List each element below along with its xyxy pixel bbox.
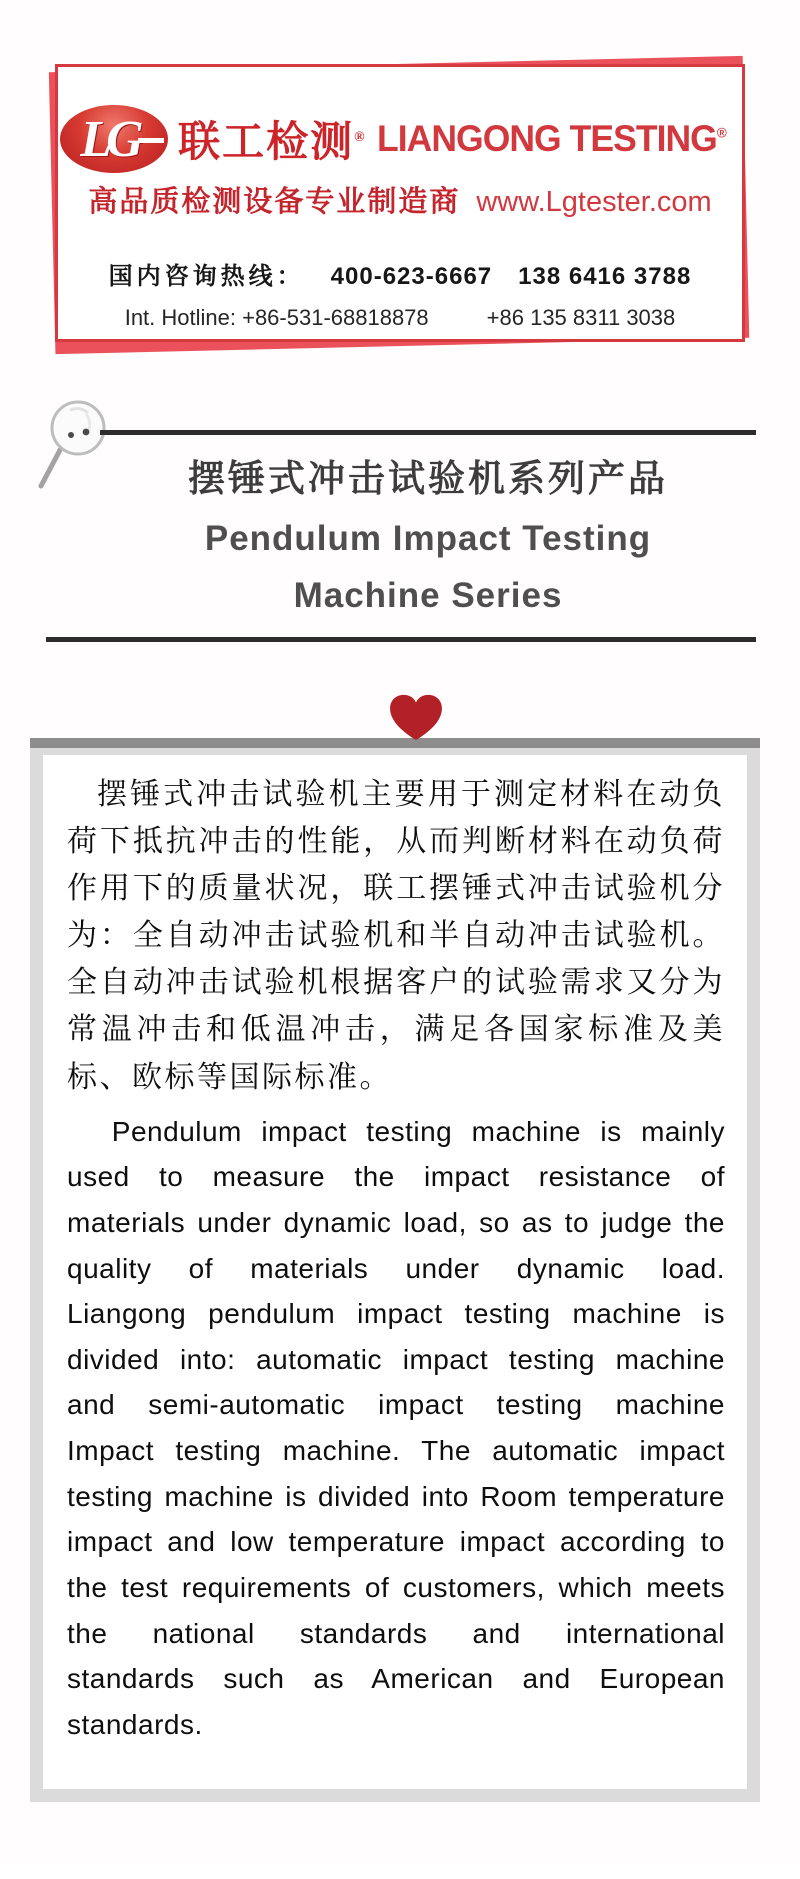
page-title-english-line2: Machine Series — [293, 576, 563, 615]
domestic-phone-1: 400-623-6667 — [330, 263, 493, 290]
content-section — [0, 692, 800, 1802]
titles — [0, 404, 800, 616]
content-box — [30, 748, 760, 1802]
page-title-english-line1: Pendulum Impact Testing — [204, 519, 652, 558]
heart-icon-wrap — [16, 692, 800, 738]
tagline-row — [88, 179, 711, 220]
international-hotline-row — [125, 305, 676, 331]
magnifier-icon — [36, 398, 108, 494]
title-bottom-rule — [46, 637, 756, 642]
brand-name-chinese — [178, 109, 366, 169]
bottom-whitespace — [0, 1802, 800, 1862]
brand-cn-text: 联工检测 — [178, 120, 355, 166]
website-url: www.Lgtester.com — [476, 186, 712, 218]
description-paragraph-english: Pendulum impact testing machine is mainly used to measure the impact resistance of materials under dynamic load, so as to judge the quality of materials under dynamic load. Liangong pendulum impact testing machine is divided into: automatic impact testing machine and semi-automatic impact testing machine Impact testing machine. The automatic impact testing machine is divided into Room temperature impact and low temperature impact according to the test requirements of customers, which meets the national standards and international standards such as American and European standards. — [67, 1115, 725, 1740]
lg-logo-icon — [60, 105, 168, 173]
title-block — [0, 404, 800, 642]
header-card — [55, 64, 745, 342]
tagline-chinese: 高品质检测设备专业制造商 — [88, 186, 461, 218]
registered-mark: ® — [716, 124, 726, 141]
header-brand-card — [55, 64, 745, 342]
logo-monogram: LG — [80, 110, 138, 168]
brand-name-english — [377, 118, 726, 160]
page-title-chinese: 摆锤式冲击试验机系列产品 — [188, 458, 668, 499]
logo-row — [60, 105, 740, 173]
title-top-rule — [100, 430, 756, 435]
description-paragraph-chinese: 摆锤式冲击试验机主要用于测定材料在动负荷下抵抗冲击的性能，从而判断材料在动负荷作用下的质量状况，联工摆锤式冲击试验机分为：全自动冲击试验机和半自动冲击试验机。全自动冲击试验机根据客户的试验需求又分为常温冲击和低温冲击，满足各国家标准及美标、欧标等国际标准。 — [67, 778, 725, 1094]
registered-mark: ® — [354, 130, 367, 145]
logo-dash — [138, 138, 164, 143]
brand-en-text: LIANGONG TESTING — [376, 118, 717, 159]
intl-phone-2: +86 135 8311 3038 — [486, 305, 676, 330]
heart-icon — [387, 692, 445, 740]
intl-hotline: Int. Hotline: +86-531-68818878 — [124, 305, 429, 330]
domestic-hotline-row — [109, 256, 692, 291]
domestic-hotline-label: 国内咨询热线： — [108, 264, 305, 290]
domestic-phone-2: 138 6416 3788 — [518, 263, 692, 290]
